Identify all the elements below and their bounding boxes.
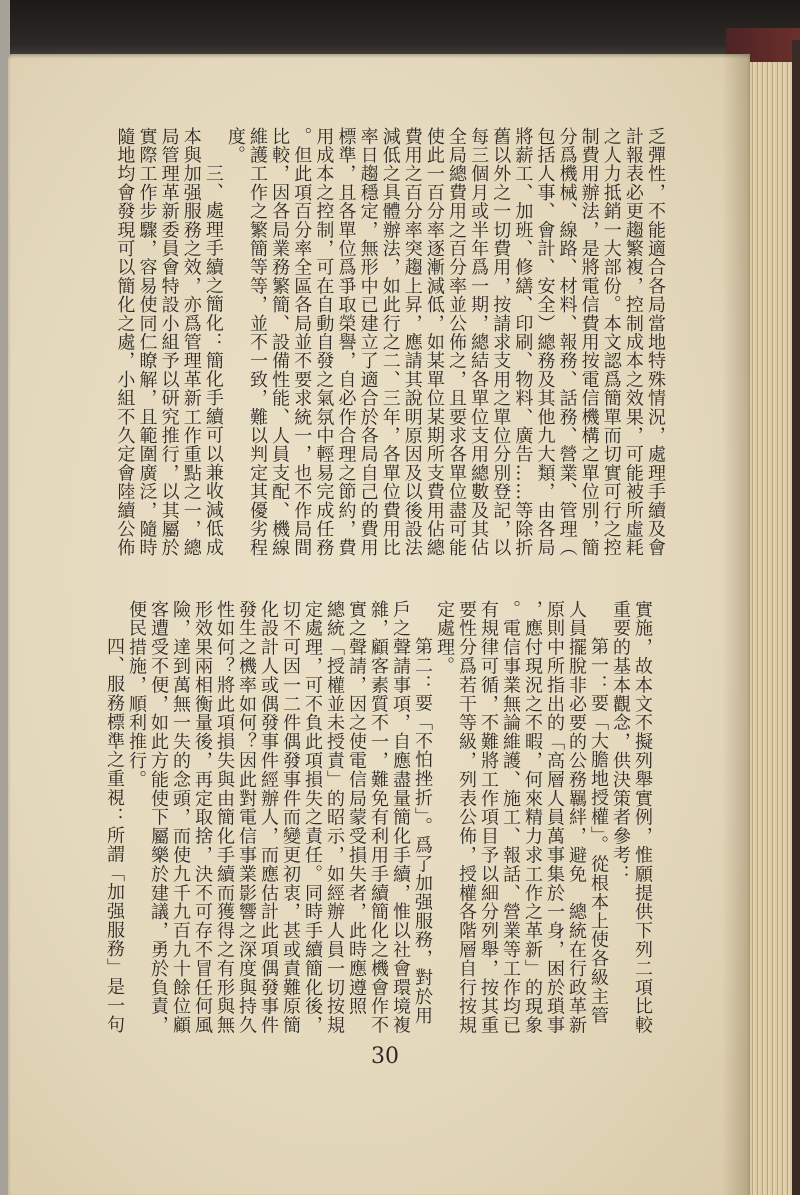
text-column: 費用之百分率突趨上昇，應請其說明原因及以後設法 (401, 127, 423, 558)
scan-top-edge (10, 0, 800, 60)
text-column: 率日趨穩定，無形中已建立了適合於各局自己的費用 (357, 127, 379, 558)
lower-text-block (103, 600, 653, 1038)
text-column: 定處理，可不負此項損失之責任。同時手續簡化後， (302, 600, 323, 1035)
text-column: 便民措施，順利推行。 (126, 600, 147, 789)
paragraph-start-column: 第一：要「大膽地授權」。從根本上使各級主管 (588, 637, 609, 1025)
text-column: 險，達到萬無一失的念頭，而使九千九百九十餘位顧 (170, 600, 191, 1035)
text-column: 用成本之控制，可在自動自發之氣氛中輕易完成任務 (313, 127, 335, 558)
text-column: 將薪工、加班、修繕、印刷、物料、廣告……等除折 (512, 127, 534, 558)
section-heading-column: 四、服務標準之重視：所謂「加强服務」是一句 (104, 637, 125, 1034)
section-heading-column: 三、處理手續之簡化：簡化手續可以兼收減低成 (202, 164, 224, 557)
text-column: 實施，故本文不擬列舉實例，惟願提供下列二項比較 (632, 600, 653, 1035)
book-spine (792, 40, 800, 1195)
text-column: 有規律可循，不難將工作項目予以細分列舉，按其重 (478, 600, 499, 1035)
text-column: 戶之聲請事項，自應盡量簡化手續，惟以社會環境複 (390, 600, 411, 1035)
text-column: 之人力抵銷一大部份。本文認爲簡單而切實可行之控 (600, 127, 622, 558)
text-column: 減低之具體辦法，如此行之二、三年，各單位費用比 (379, 127, 401, 558)
text-column: 制費用辦法，是將電信費用按電信機構之單位別，簡 (578, 127, 600, 558)
text-column: 計報表必更趨繁複，控制成本之效果，可能被所虛耗 (622, 127, 644, 558)
text-column: 標準，且各單位爲爭取榮譽，自必作合理之節約，費 (335, 127, 357, 558)
text-column: 定處理。 (434, 600, 455, 676)
text-column: 發生之機率如何？因此對電信事業影響之深度與持久 (236, 600, 257, 1035)
text-column: 包括人事、會計、安全）總務及其他九大類，由各局 (534, 127, 556, 558)
text-column: 實之聲請，因之使電信局蒙受損失者，此時應遵照 (346, 600, 367, 1016)
text-column: 乏彈性，不能適合各局當地特殊情況，處理手續及會 (645, 127, 666, 558)
text-column: 切不可因一二件偶發事件而變更初衷，甚或責難原簡 (280, 600, 301, 1035)
page-number: 30 (371, 1044, 399, 1069)
page-curve-shadow (722, 54, 750, 1195)
text-column: 維護工作之繁簡等等，並不一致，難以判定其優劣程 (247, 127, 269, 558)
text-column: 重要的基本觀念，供決策者參考： (610, 600, 631, 884)
text-column: 客遭受不便，如此方能使下屬樂於建議，勇於負責， (148, 600, 169, 1035)
text-column: 原則中所指出的「高層人員萬事集於一身，困於瑣事 (544, 600, 565, 1035)
text-column: 要性分爲若干等級，列表公佈，授權各階層自行按規 (456, 600, 477, 1035)
text-column: 性如何？將此項損失與由簡化手續而獲得之有形與無 (214, 600, 235, 1035)
page-stack-edge (750, 62, 792, 1195)
text-column: 雜，顧客素質不一，難免有利用手續簡化之機會作不 (368, 600, 389, 1035)
text-column: 化設計人或偶發事件經辦人，而應估計此項偶發事件 (258, 600, 279, 1035)
text-column: 局管理革新委員會特設小組予以研究推行，以其屬於 (158, 127, 180, 558)
text-column: 使此一百分率逐漸減低，如某單位某期所支費用佔總 (423, 127, 445, 558)
text-column: 實際工作步驟，容易使同仁瞭解，且範圍廣泛，隨時 (136, 127, 158, 558)
text-column: 度。 (224, 127, 246, 165)
text-column: 總統「授權並未授責」的昭示，如經辦人員一切按規 (324, 600, 345, 1035)
text-column: 每三個月或半年爲一期，總結各單位支用總數及其佔 (468, 127, 490, 558)
text-column: 本與加强服務之效，亦爲管理革新工作重點之一，總 (180, 127, 202, 558)
paragraph-start-column: 第二：要「不怕挫折」。爲了加强服務，對於用 (412, 637, 433, 1025)
text-column: 。但此項百分率全區各局並不要求統一，也不作局間 (291, 127, 313, 558)
text-column: 人員擺脫非必要的公務羈絆，避免 總統在行政革新 (566, 600, 587, 1035)
text-column: 形效果兩相衡量後，再定取捨，決不可存不冒任何風 (192, 600, 213, 1035)
text-column: 全局總費用之百分率並公佈之，且要求各單位盡可能 (446, 127, 468, 558)
upper-text-block (113, 127, 666, 559)
text-column: 。電信事業無論維護、施工、報話、營業等工作均已 (500, 600, 521, 1035)
text-column: 比較，因各局業務繁簡、設備性能、人員支配、機線 (269, 127, 291, 558)
text-column: 分爲機械、線路、材料、報務、話務、營業、管理（ (556, 127, 578, 558)
text-column: ，應付現況之不暇，何來精力求工作之革新」的現象 (522, 600, 543, 1035)
text-column: 隨地均會發現可以簡化之處，小組不久定會陸續公佈 (114, 127, 136, 558)
text-column: 舊以外之一切費用，按請求支用之單位分別登記，以 (490, 127, 512, 558)
